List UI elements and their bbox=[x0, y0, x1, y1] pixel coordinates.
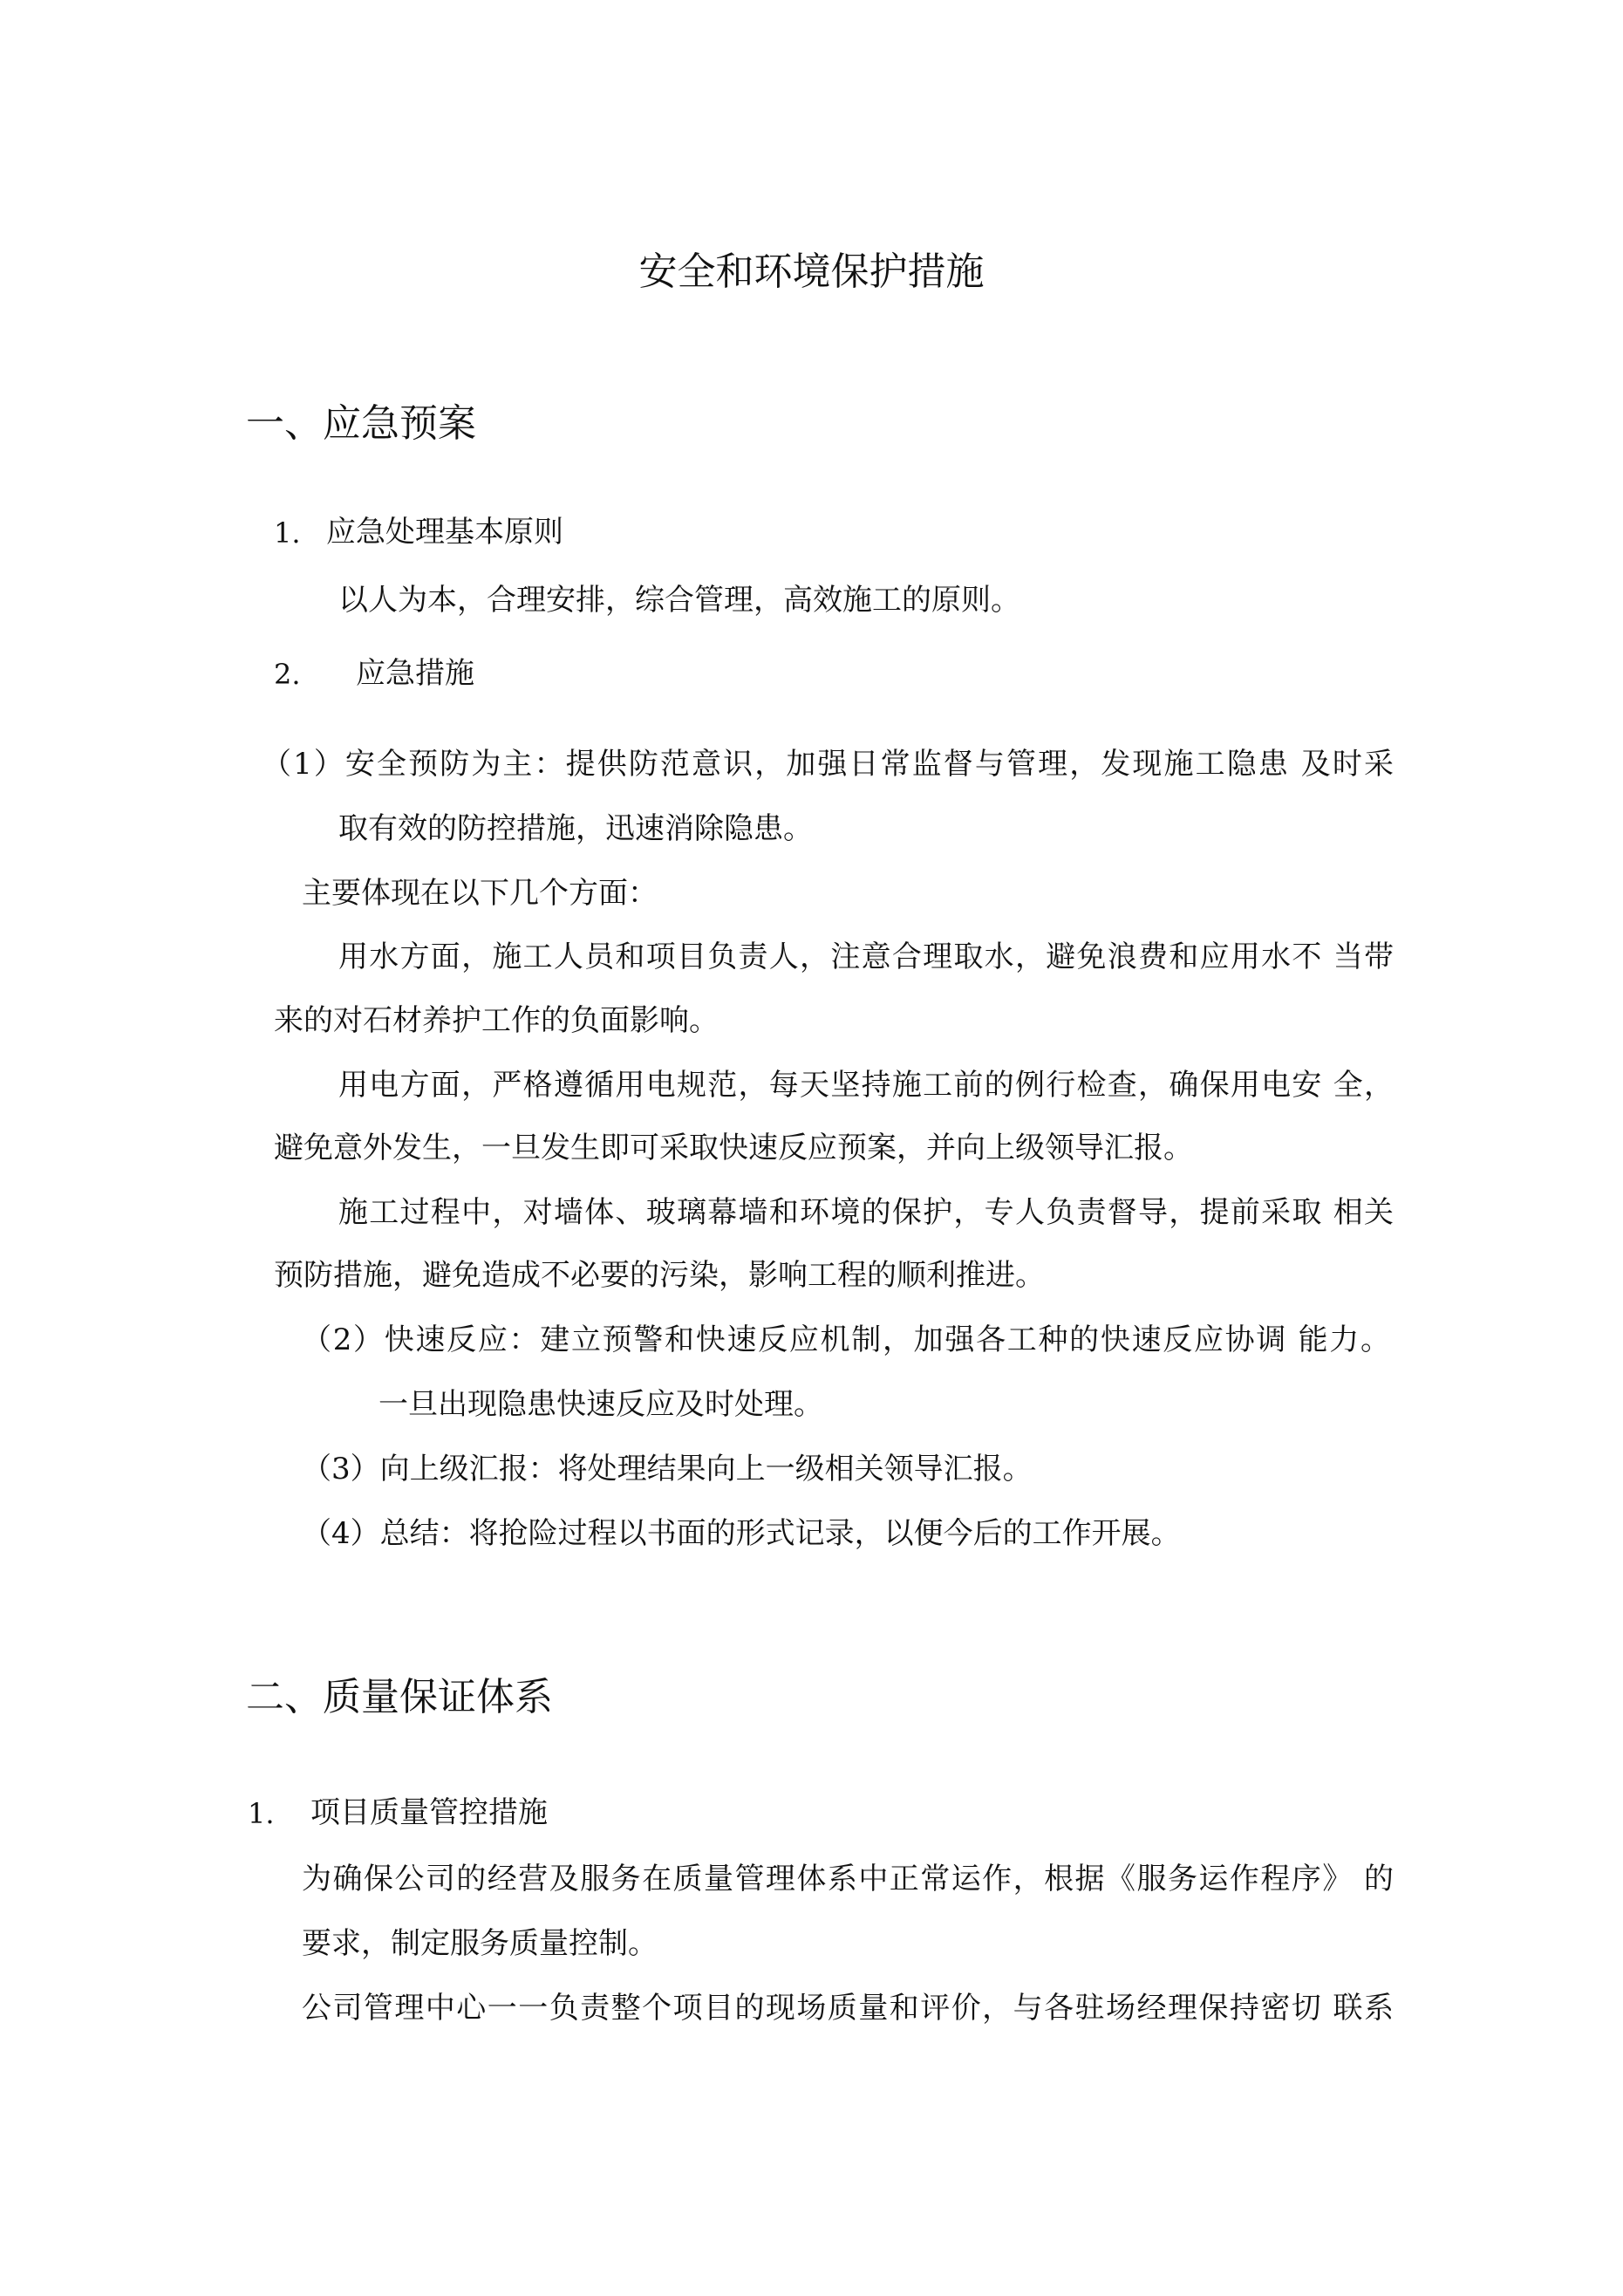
paragraph-construction-line2: 预防措施，避免造成不必要的污染，影响工程的顺利推进。 bbox=[274, 1258, 1045, 1293]
paragraph-management-center-line1: 公司管理中心一一负责整个项目的现场质量和评价，与各驻场经理保持密切 联系 bbox=[302, 1991, 1394, 2026]
paragraph-quick-response-line1: （2）快速反应：建立预警和快速反应机制，加强各工种的快速反应协调 能力。 bbox=[302, 1322, 1390, 1357]
paragraph-principles: 以人为本，合理安排，综合管理，高效施工的原则。 bbox=[338, 583, 1020, 618]
paragraph-quality-line1: 为确保公司的经营及服务在质量管理体系中正常运作，根据《服务运作程序》 的 bbox=[302, 1862, 1394, 1896]
section-heading-emergency-plan: 一、应急预案 bbox=[246, 401, 476, 446]
document-title: 安全和环境保护措施 bbox=[638, 249, 985, 294]
subheading-quality-control: 项目质量管控措施 bbox=[310, 1795, 548, 1830]
paragraph-safety-prevention-line1: （1）安全预防为主：提供防范意识，加强日常监督与管理，发现施工隐患 及时采 bbox=[262, 747, 1394, 782]
subheading-basic-principles: 应急处理基本原则 bbox=[326, 515, 563, 550]
list-number: 1. bbox=[274, 516, 301, 550]
paragraph-construction-line1: 施工过程中，对墙体、玻璃幕墙和环境的保护，专人负责督导，提前采取 相关 bbox=[338, 1195, 1394, 1230]
paragraph-report-upward: （3）向上级汇报：将处理结果向上一级相关领导汇报。 bbox=[302, 1452, 1033, 1486]
paragraph-quick-response-line2: 一旦出现隐患快速反应及时处理。 bbox=[378, 1387, 823, 1422]
paragraph-water-line2: 来的对石材养护工作的负面影响。 bbox=[274, 1003, 719, 1038]
paragraph-aspects-intro: 主要体现在以下几个方面： bbox=[302, 876, 658, 911]
paragraph-electricity-line1: 用电方面，严格遵循用电规范，每天坚持施工前的例行检查，确保用电安 全， bbox=[338, 1068, 1394, 1103]
paragraph-quality-line2: 要求，制定服务质量控制。 bbox=[302, 1926, 658, 1961]
list-number: 1. bbox=[248, 1797, 275, 1830]
paragraph-summary: （4）总结：将抢险过程以书面的形式记录，以便今后的工作开展。 bbox=[302, 1516, 1181, 1551]
subheading-emergency-measures: 应急措施 bbox=[356, 656, 474, 691]
paragraph-water-line1: 用水方面，施工人员和项目负责人，注意合理取水，避免浪费和应用水不 当带 bbox=[338, 940, 1394, 974]
paragraph-safety-prevention-line2: 取有效的防控措施，迅速消除隐患。 bbox=[338, 811, 813, 846]
paragraph-electricity-line2: 避免意外发生，一旦发生即可采取快速反应预案，并向上级领导汇报。 bbox=[274, 1131, 1193, 1165]
list-number: 2. bbox=[274, 658, 301, 691]
section-heading-quality-assurance: 二、质量保证体系 bbox=[246, 1675, 553, 1719]
